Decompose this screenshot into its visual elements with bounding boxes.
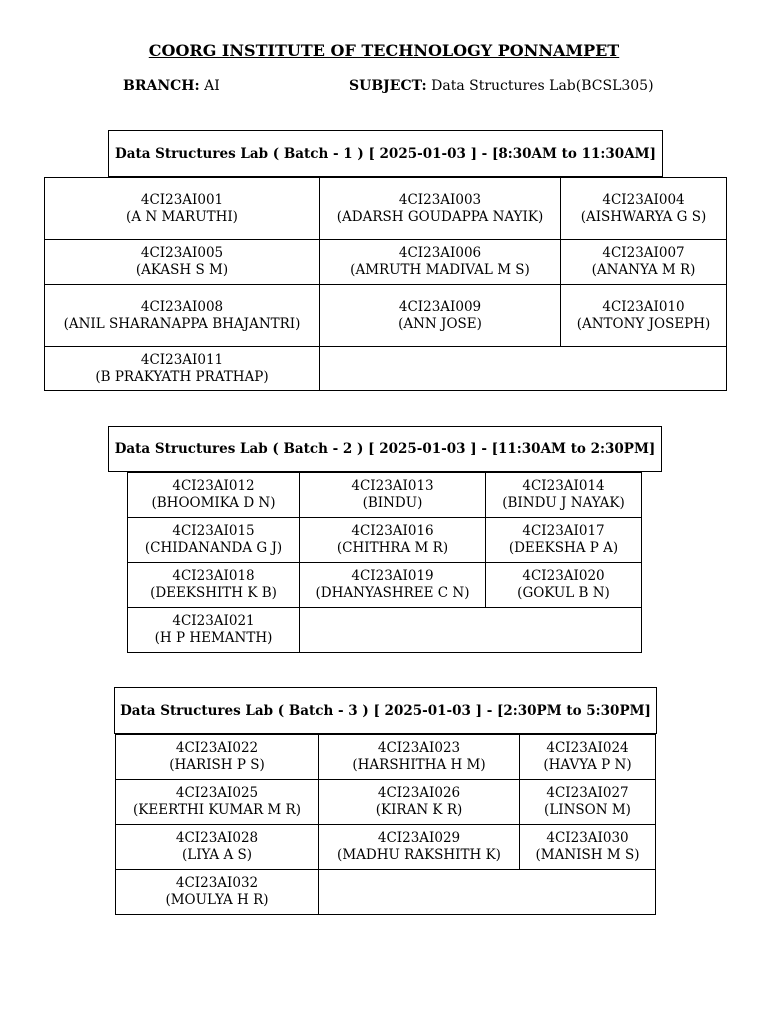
student-id: 4CI23AI009 [398,298,482,315]
student-name: (AISHWARYA G S) [580,208,707,225]
batch-3-header: Data Structures Lab ( Batch - 3 ) [ 2025-01-03 ] - [2:30PM to 5:30PM] [114,687,657,734]
student-id: 4CI23AI018 [172,568,255,584]
empty-cell [300,608,642,653]
student-id: 4CI23AI032 [175,875,259,891]
page-title: COORG INSTITUTE OF TECHNOLOGY PONNAMPET [148,41,620,60]
student-cell [520,825,656,870]
student-cell [486,563,642,608]
student-id: 4CI23AI005 [140,245,224,261]
student-cell [300,518,486,563]
branch-value: AI [204,78,220,94]
student-id: 4CI23AI030 [546,830,629,846]
student-cell [561,178,727,240]
batch-2-table [127,472,642,653]
student-name: (A N MARUTHI) [126,208,238,225]
student-name: (KIRAN K R) [375,802,463,818]
student-id: 4CI23AI015 [172,523,255,539]
student-id: 4CI23AI001 [140,191,224,208]
student-cell [116,825,319,870]
student-cell [319,825,520,870]
student-name: (MOULYA H R) [165,892,269,908]
subject-line [349,78,654,94]
student-name: (BHOOMIKA D N) [151,495,276,511]
student-cell [300,563,486,608]
student-cell [128,563,300,608]
student-name: (MADHU RAKSHITH K) [337,847,501,863]
student-cell [486,518,642,563]
student-id: 4CI23AI028 [175,830,259,846]
student-name: (ANN JOSE) [398,315,482,332]
student-name: (CHITHRA M R) [336,540,449,556]
student-id: 4CI23AI004 [602,191,685,208]
student-id: 4CI23AI016 [351,523,434,539]
student-cell [45,285,320,347]
student-name: (LINSON M) [544,802,631,818]
subject-value: Data Structures Lab(BCSL305) [431,78,654,94]
student-cell [45,347,320,391]
student-id: 4CI23AI022 [175,740,259,756]
student-cell [116,735,319,780]
student-id: 4CI23AI014 [522,478,605,494]
student-cell [45,178,320,240]
student-cell [520,735,656,780]
student-id: 4CI23AI027 [546,785,629,801]
student-name: (CHIDANANDA G J) [144,540,283,556]
student-id: 4CI23AI024 [546,740,629,756]
student-cell [128,473,300,518]
student-name: (AKASH S M) [135,262,229,278]
student-name: (DEEKSHITH K B) [150,585,277,601]
student-id: 4CI23AI029 [377,830,461,846]
student-name: (LIYA A S) [181,847,253,863]
student-cell [319,780,520,825]
student-id: 4CI23AI026 [377,785,461,801]
student-cell [561,240,727,285]
student-cell [320,285,561,347]
student-cell [45,240,320,285]
student-cell [128,608,300,653]
student-id: 4CI23AI003 [398,191,482,208]
student-name: (KEERTHI KUMAR M R) [133,802,301,818]
branch-line [123,78,220,94]
student-id: 4CI23AI017 [522,523,605,539]
student-id: 4CI23AI006 [398,245,482,261]
student-cell [116,780,319,825]
batch-1-table [44,177,727,391]
student-cell [486,473,642,518]
student-name: (DHANYASHREE C N) [315,585,470,601]
student-name: (BINDU) [362,495,423,511]
student-id: 4CI23AI023 [377,740,461,756]
student-id: 4CI23AI025 [175,785,259,801]
student-cell [319,735,520,780]
student-name: (HARISH P S) [169,757,265,773]
student-name: (B PRAKYATH PRATHAP) [95,368,269,385]
student-name: (ANIL SHARANAPPA BHAJANTRI) [63,315,301,332]
student-cell [520,780,656,825]
student-name: (GOKUL B N) [517,585,610,601]
student-cell [561,285,727,347]
student-name: (DEEKSHA P A) [508,540,619,556]
student-name: (HAVYA P N) [543,757,632,773]
subject-label: SUBJECT: [349,78,427,94]
student-cell [320,240,561,285]
student-name: (ANANYA M R) [591,262,696,278]
student-name: (HARSHITHA H M) [352,757,486,773]
student-id: 4CI23AI010 [602,298,685,315]
student-id: 4CI23AI007 [602,245,685,261]
empty-cell [319,870,656,915]
batch-3-table [115,734,656,915]
student-cell [128,518,300,563]
student-name: (BINDU J NAYAK) [502,495,625,511]
student-name: (MANISH M S) [535,847,640,863]
batch-1-header: Data Structures Lab ( Batch - 1 ) [ 2025-01-03 ] - [8:30AM to 11:30AM] [108,130,663,177]
student-name: (H P HEMANTH) [154,630,273,646]
student-id: 4CI23AI013 [351,478,434,494]
student-name: (AMRUTH MADIVAL M S) [350,262,530,278]
student-name: (ANTONY JOSEPH) [576,315,711,332]
student-id: 4CI23AI021 [172,613,255,629]
student-cell [320,178,561,240]
student-id: 4CI23AI011 [140,351,224,368]
branch-label: BRANCH: [123,78,200,94]
student-name: (ADARSH GOUDAPPA NAYIK) [336,208,544,225]
batch-2-header: Data Structures Lab ( Batch - 2 ) [ 2025-01-03 ] - [11:30AM to 2:30PM] [108,426,662,472]
student-id: 4CI23AI012 [172,478,255,494]
student-id: 4CI23AI008 [140,298,224,315]
student-cell [300,473,486,518]
student-id: 4CI23AI020 [522,568,605,584]
student-cell [116,870,319,915]
empty-cell [320,347,727,391]
student-id: 4CI23AI019 [351,568,434,584]
